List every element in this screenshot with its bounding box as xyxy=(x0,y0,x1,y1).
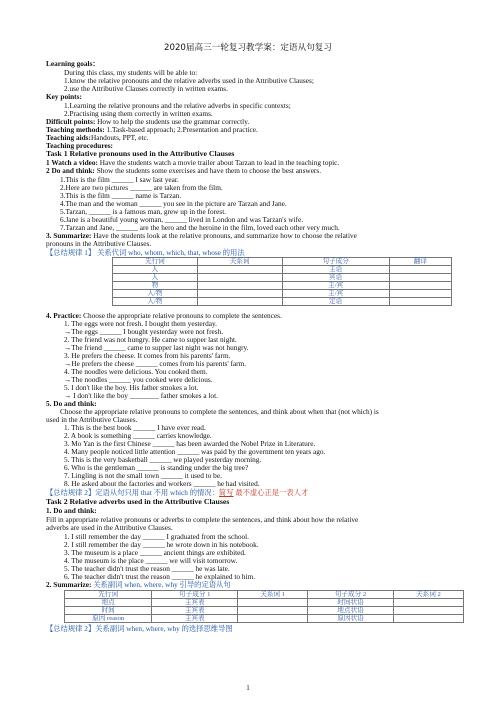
exercise-line: 2. A book is something ______ carries knowledge. xyxy=(64,431,212,440)
task2-heading: Task 2 Relative adverbs used in the Attributive Clauses xyxy=(46,497,230,506)
table-row xyxy=(113,274,452,282)
summarize-2-text: 关系副词 when, where, why 引导的定语从句 xyxy=(91,580,231,589)
practice-item: →The friend ______ came to supper last night was not hungry. xyxy=(64,343,249,352)
summary-rule-2 xyxy=(46,489,308,497)
practice-item: 5. I don't like the boy. His father smokes a lot. xyxy=(64,383,199,392)
table-cell: 时间 xyxy=(65,607,152,615)
summarize-label: 3. Summarize: xyxy=(46,231,92,240)
table-cell xyxy=(393,607,463,615)
table-cell xyxy=(197,282,282,290)
practice-item: 3. He prefers the cheese. It comes from his parents' farm. xyxy=(64,351,231,360)
text-line: Choose the appropriate relative pronouns to complete the sentences, and think about when that (not which) is xyxy=(60,407,379,416)
exercise-line: 6. Who is the gentleman ______ is standing under the big tree? xyxy=(64,463,249,472)
table-header-cell: 先行词 xyxy=(113,258,198,266)
exercise-line: 3.This is the film ______ name is Tarzan. xyxy=(60,191,182,200)
exercise-line: 1. I still remember the day ______ I graduated from the school. xyxy=(64,532,250,541)
exercise-line: 2.Here are two pictures ______ are taken from the film. xyxy=(60,183,223,192)
rule-2-text: 定语从句只用 that 不用 which 的情况： xyxy=(95,488,219,497)
do-think-line xyxy=(46,167,321,175)
teaching-methods-text: 1.Task-based approach; 2.Presentation and practice. xyxy=(104,125,258,134)
table-header-cell: 关系词 xyxy=(197,258,282,266)
table-cell xyxy=(197,298,282,306)
table-cell: 主宾表 xyxy=(152,607,238,615)
table-header-cell: 关系词 2 xyxy=(393,591,463,599)
summarize-text: Have the students look at the relative pronouns, and summarize how to choose the relative xyxy=(91,231,357,240)
table-row xyxy=(113,290,452,298)
table-cell xyxy=(238,599,308,607)
table-cell xyxy=(389,282,451,290)
table-cell: 人 xyxy=(113,266,198,274)
text-line: 2.Practising using them correctly in written exams. xyxy=(64,109,213,118)
difficult-points-label: Difficult points: xyxy=(46,117,96,126)
table-row xyxy=(113,266,452,274)
table-row xyxy=(65,615,464,623)
exercise-line: 5.Tarzan, ______ is a famous man, grew up in the forest. xyxy=(60,207,227,216)
practice-label: 4. Practice: xyxy=(46,311,82,320)
practice-item: → I don't like the boy ________ father smokes a lot. xyxy=(64,391,218,400)
exercise-line: 2. I still remember the day ______ he wrote down in his notebook. xyxy=(64,540,259,549)
teaching-aids-text: Handouts, PPT, etc. xyxy=(90,133,149,142)
practice-item: →The eggs ______ I bought yesterday were not fresh. xyxy=(64,327,224,336)
table-header-cell: 先行词 xyxy=(65,591,152,599)
do-think-label: 2 Do and think: xyxy=(46,166,95,175)
table-cell: 地点 xyxy=(65,599,152,607)
table-cell xyxy=(393,615,463,623)
practice-item: 2. The friend was not hungry. He came to supper last night. xyxy=(64,335,237,344)
exercise-line: 6.Jane is a beautiful young woman, ______ lived in London and was Tarzan's wife. xyxy=(60,215,304,224)
table-header-cell: 句子成分 2 xyxy=(308,591,394,599)
table-cell xyxy=(389,290,451,298)
exercise-line: 7.Tarzan and Jane, ______ are the hero and the heroine in the film, loved each other very much. xyxy=(60,223,340,232)
summarize-2-label: 2. Summarize: xyxy=(46,580,92,589)
table-row xyxy=(113,298,452,306)
table-cell xyxy=(389,298,451,306)
page-title: 2020届高三一轮复习教学案：定语从句复习 xyxy=(164,43,332,53)
table-cell xyxy=(238,607,308,615)
practice-item: 4. The noodles were delicious. You cooked them. xyxy=(64,367,208,376)
text-line: used in the Attributive Clauses. xyxy=(46,415,138,424)
rule-3-text: 关系副词 when, where, why 的选择思维导图 xyxy=(95,624,233,633)
rule-3-label: 【总结规律 2】 xyxy=(46,624,96,633)
do-think-text: Show the students some exercises and have them to choose the best answers. xyxy=(94,166,322,175)
practice-item: →He prefers the cheese ______ comes from his parents' farm. xyxy=(64,359,247,368)
table-header-cell: 翻译 xyxy=(389,258,451,266)
text-line: adverbs are used in the Attributive Clauses. xyxy=(46,523,173,532)
exercise-line: 1.This is the film ______ I saw last year. xyxy=(60,175,179,184)
table-row xyxy=(113,282,452,290)
practice-item: →The noodles ______ you cooked were delicious. xyxy=(64,375,213,384)
table-header-cell: 句子成分 1 xyxy=(152,591,238,599)
teaching-procedures-heading: Teaching procedures: xyxy=(46,141,113,150)
exercise-line: 1. This is the best book ______ I have ever read. xyxy=(64,423,206,432)
key-points-heading: Key points: xyxy=(46,92,82,101)
difficult-points-text: How to help the students use the grammar correctly. xyxy=(95,117,250,126)
table-row xyxy=(65,607,464,615)
page-number: 1 xyxy=(246,684,250,692)
table-cell xyxy=(238,615,308,623)
exercise-line: 8. He asked about the factories and workers ______ he had visited. xyxy=(64,479,260,488)
table-cell: 人/物 xyxy=(113,290,198,298)
table-cell xyxy=(197,290,282,298)
summary-rule-3 xyxy=(46,625,233,633)
teaching-aids-label: Teaching aids: xyxy=(46,133,91,142)
text-line: Fill in appropriate relative pronouns or adverbs to complete the sentences, and think about how the relative xyxy=(46,515,359,524)
relative-pronoun-table xyxy=(112,257,452,306)
exercise-line: 5. This is the very basketball ______ we played yesterday morning. xyxy=(64,455,262,464)
rule-1-label: 【总结规律 1】 xyxy=(46,248,96,257)
learning-goals-heading: Learning goals： xyxy=(46,59,100,68)
table-header-row xyxy=(113,258,452,266)
exercise-line: 4. The museum is the place ______ we will visit tomorrow. xyxy=(64,556,238,565)
exercise-line: 4.The man and the woman ______ you see in the picture are Tarzan and Jane. xyxy=(60,199,287,208)
table-header-cell: 关系词 1 xyxy=(238,591,308,599)
rule-2-abbrev: 简写 xyxy=(218,488,234,497)
table-cell: 原因 reason xyxy=(65,615,152,623)
text-line: During this class, my students will be able to: xyxy=(64,68,198,77)
exercise-line: 5. The teacher didn't trust the reason ______ he was late. xyxy=(64,564,230,573)
table-cell: 宾语 xyxy=(282,274,389,282)
exercise-line: 4. Many people noticed little attention ______ was paid by the government ten years ago. xyxy=(64,447,326,456)
text-line: 2.use the Attributive Clauses correctly in written exams. xyxy=(64,84,228,93)
table-cell: 主/宾 xyxy=(282,282,389,290)
table-cell: 物 xyxy=(113,282,198,290)
summarize-2-line xyxy=(46,581,231,589)
teaching-methods-label: Teaching methods: xyxy=(46,125,105,134)
relative-adverb-table xyxy=(64,590,464,623)
table-cell: 地点状语 xyxy=(308,607,394,615)
watch-video-text: Have the students watch a movie trailer about Tarzan to lead in the teaching topic. xyxy=(97,158,340,167)
table-cell xyxy=(197,266,282,274)
rule-2-label: 【总结规律 2】 xyxy=(46,488,96,497)
table-cell: 人/物 xyxy=(113,298,198,306)
table-cell: 人 xyxy=(113,274,198,282)
task1-heading: Task 1 Relative pronouns used in the Attributive Clauses xyxy=(46,149,235,158)
practice-item: 1. The eggs were not fresh. I bought them yesterday. xyxy=(64,319,217,328)
table-cell xyxy=(389,266,451,274)
summary-rule-1 xyxy=(46,249,245,257)
table-cell: 主宾表 xyxy=(152,615,238,623)
rule-2-mnemonic: 最不虚心正是一表人才 xyxy=(233,488,309,497)
exercise-line: 6. The teacher didn't trust the reason ______ he explained to him. xyxy=(64,572,256,581)
table-cell: 主语 xyxy=(282,266,389,274)
table-cell: 原因状语 xyxy=(308,615,394,623)
table-cell xyxy=(197,274,282,282)
table-cell xyxy=(393,599,463,607)
do-think-2-heading: 5. Do and think: xyxy=(46,399,97,408)
table-cell: 主宾表 xyxy=(152,599,238,607)
table-header-row xyxy=(65,591,464,599)
rule-1-text: 关系代词 who, whom, which, that, whose 的用法 xyxy=(95,248,245,257)
exercise-line: 3. The museum is a place ______ ancient things are exhibited. xyxy=(64,548,246,557)
table-cell: 主/宾 xyxy=(282,290,389,298)
table-cell xyxy=(389,274,451,282)
exercise-line: 7. Lingling is not the small town ______ it used to be. xyxy=(64,471,222,480)
watch-video-label: 1 Watch a video: xyxy=(46,158,98,167)
text-line: 1.Learning the relative pronouns and the relative adverbs in specific contexts; xyxy=(64,101,291,110)
practice-text: Choose the appropriate relative pronouns to complete the sentences. xyxy=(81,311,282,320)
text-line: pronouns in the Attributive Clauses. xyxy=(46,239,152,248)
do-think-3-heading: 1. Do and think: xyxy=(46,506,97,515)
table-row xyxy=(65,599,464,607)
text-line: 1.know the relative pronouns and the relative adverbs used in the Attributive Clauses; xyxy=(64,76,314,85)
table-header-cell: 句子成分 xyxy=(282,258,389,266)
exercise-line: 3. Mo Yan is the first Chinese ______ has been awarded the Nobel Prize in Literature. xyxy=(64,439,316,448)
table-cell: 时间状语 xyxy=(308,599,394,607)
table-cell: 定语 xyxy=(282,298,389,306)
